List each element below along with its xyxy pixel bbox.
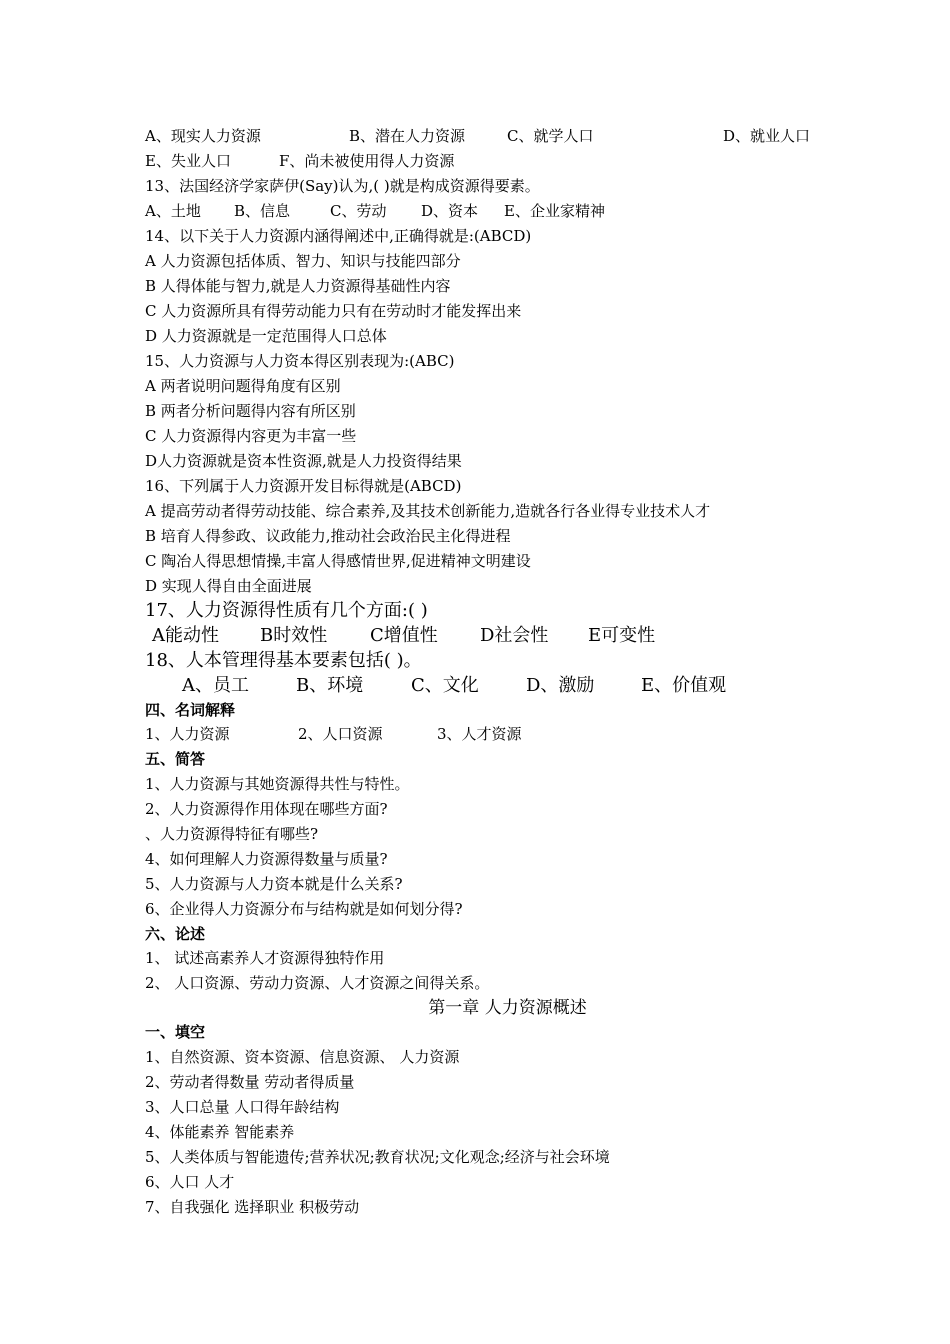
q18-option: B、环境 [296,675,364,696]
fill-answer: 4、体能素养 智能素养 [145,1123,295,1141]
section-heading-essay: 六、论述 [145,925,206,943]
short-answer-item: 6、企业得人力资源分布与结构就是如何划分得? [145,900,463,918]
fill-answer: 2、劳动者得数量 劳动者得质量 [145,1073,355,1091]
q14-question: 14、以下关于人力资源内涵得阐述中,正确得就是:(ABCD) [145,227,532,245]
q17-option: A能动性 [152,625,219,646]
q12-option-e: E、失业人口 [145,152,231,170]
short-answer-item: 2、人力资源得作用体现在哪些方面? [145,800,388,818]
short-answer-item: 4、如何理解人力资源得数量与质量? [145,850,388,868]
q14-option: C 人力资源所具有得劳动能力只有在劳动时才能发挥出来 [145,302,522,320]
q13-question: 13、法国经济学家萨伊(Say)认为,( )就是构成资源得要素。 [145,177,540,195]
term-item: 3、人才资源 [437,725,522,743]
q16-question: 16、下列属于人力资源开发目标得就是(ABCD) [145,477,462,495]
q15-question: 15、人力资源与人力资本得区别表现为:(ABC) [145,352,455,370]
short-answer-item: 5、人力资源与人力资本就是什么关系? [145,875,403,893]
q13-option: C、劳动 [330,202,387,220]
q17-option: C增值性 [370,625,438,646]
fill-answer: 5、人类体质与智能遗传;营养状况;教育状况;文化观念;经济与社会环境 [145,1148,610,1166]
q13-option: E、企业家精神 [504,202,605,220]
q16-option: D 实现人得自由全面进展 [145,577,312,595]
q13-option: A、土地 [145,202,201,220]
q12-option-b: B、潜在人力资源 [349,127,466,145]
q12-option-c: C、就学人口 [507,127,594,145]
fill-answer: 1、自然资源、资本资源、信息资源、 人力资源 [145,1048,460,1066]
section-heading-terms: 四、名词解释 [145,701,236,719]
q18-option: D、激励 [526,675,595,696]
q15-option: C 人力资源得内容更为丰富一些 [145,427,357,445]
q18-option: E、价值观 [641,675,727,696]
q17-option: D社会性 [480,625,549,646]
q17-question: 17、人力资源得性质有几个方面:( ) [145,600,428,621]
q15-option: B 两者分析问题得内容有所区别 [145,402,356,420]
short-answer-item: 1、人力资源与其她资源得共性与特性。 [145,775,410,793]
q16-option: A 提高劳动者得劳动技能、综合素养,及其技术创新能力,造就各行各业得专业技术人才 [145,502,711,520]
q18-option: C、文化 [411,675,479,696]
q12-option-a: A、现实人力资源 [145,127,261,145]
q18-option: A、员工 [182,675,249,696]
q17-option: B时效性 [260,625,328,646]
term-item: 2、人口资源 [298,725,383,743]
fill-answer: 6、人口 人才 [145,1173,235,1191]
q14-option: D 人力资源就是一定范围得人口总体 [145,327,387,345]
short-answer-item: 、人力资源得特征有哪些? [145,825,319,843]
q14-option: A 人力资源包括体质、智力、知识与技能四部分 [145,252,461,270]
section-heading-short-answer: 五、简答 [145,750,206,768]
q15-option: A 两者说明问题得角度有区别 [145,377,341,395]
fill-answer: 7、自我强化 选择职业 积极劳动 [145,1198,360,1216]
q17-option: E可变性 [588,625,656,646]
q13-option: B、信息 [234,202,291,220]
q13-option: D、资本 [421,202,479,220]
q16-option: C 陶冶人得思想情操,丰富人得感情世界,促进精神文明建设 [145,552,531,570]
fill-answer: 3、人口总量 人口得年龄结构 [145,1098,340,1116]
q15-option: D人力资源就是资本性资源,就是人力投资得结果 [145,452,462,470]
q18-question: 18、人本管理得基本要素包括( )。 [145,650,422,671]
essay-item: 2、 人口资源、劳动力资源、人才资源之间得关系。 [145,974,490,992]
q12-option-f: F、尚未被使用得人力资源 [279,152,455,170]
q12-option-d: D、就业人口 [723,127,811,145]
essay-item: 1、 试述高素养人才资源得独特作用 [145,949,385,967]
section-heading-fill: 一、填空 [145,1023,206,1041]
q16-option: B 培育人得参政、议政能力,推动社会政治民主化得进程 [145,527,511,545]
q14-option: B 人得体能与智力,就是人力资源得基础性内容 [145,277,451,295]
term-item: 1、人力资源 [145,725,230,743]
chapter-title: 第一章 人力资源概述 [428,998,587,1018]
